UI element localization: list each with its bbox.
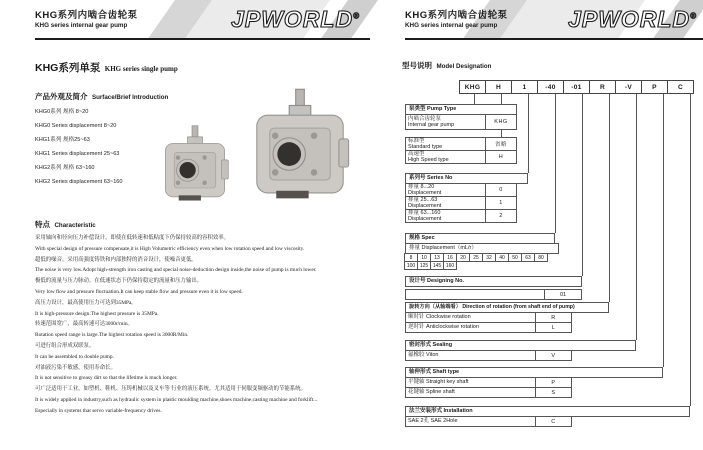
right-page xyxy=(390,0,703,450)
code-box-designing-no: -01 xyxy=(563,80,590,94)
feature-line: Rotation speed range is large.The highest rotation speed is 3000R/Min. xyxy=(35,332,189,339)
row-label-en: Displacement xyxy=(408,216,442,222)
row-label-en: Standard type xyxy=(408,144,443,150)
displacement-cell: 100 xyxy=(404,261,418,270)
displacement-cell: 63 xyxy=(521,253,535,262)
row-code: 2 xyxy=(499,213,503,219)
displacement-cell: 8 xyxy=(404,253,418,262)
model-designation-heading xyxy=(402,55,491,73)
pump-type-header: 泵类型 Pump Type xyxy=(405,104,517,115)
row-label-text: 顺时针 Clockwise rotation xyxy=(408,314,471,321)
displacement-label: 排量 Displacement（mL/r） xyxy=(405,243,559,254)
row-label xyxy=(406,351,536,360)
row-label xyxy=(406,184,486,196)
row-label xyxy=(406,388,536,397)
displacement-cell: 20 xyxy=(456,253,470,262)
table-row xyxy=(405,387,572,398)
row-label-text: 花键轴 Spline shaft xyxy=(408,389,455,396)
displacement-row-2 xyxy=(405,262,559,270)
series-list-item: KHG1 Series displacement 25~63 xyxy=(35,151,120,157)
designing-no-header: 设计号 Designing No. xyxy=(405,276,582,287)
code-box-shaft: P xyxy=(641,80,668,94)
intro-heading-en: Surface/Brief Introduction xyxy=(91,94,169,101)
row-label-en: Internal gear pump xyxy=(408,122,455,128)
feature-line: 对油液污染不敏感，使用寿命长。 xyxy=(35,364,116,371)
feature-line: 高压力设计，最高使用压力可达到35MPa。 xyxy=(35,299,137,306)
intro-heading-cn: 产品外观及简介 xyxy=(35,92,88,101)
model-designation-diagram xyxy=(405,80,703,440)
row-label-cn: 排量 25...63 xyxy=(408,196,438,203)
connector-line xyxy=(663,94,664,367)
feature-list xyxy=(35,233,317,417)
row-label xyxy=(406,210,486,222)
row-label xyxy=(406,378,536,387)
installation-header: 法兰安装形式 Installation xyxy=(405,406,690,417)
feature-line: 超低的噪音。采用高强度铸铁和内部独特的消音设计，使噪音更低。 xyxy=(35,256,197,263)
rotation-block xyxy=(405,302,609,333)
row-label-text: SAE 2孔 SAE 2Hole xyxy=(408,418,458,425)
connector-line xyxy=(690,94,691,406)
spec-block xyxy=(405,233,559,270)
header-rule xyxy=(35,38,370,40)
feature-line: 可进行组合形成双联泵。 xyxy=(35,342,95,349)
displacement-cell: 13 xyxy=(430,253,444,262)
row-label-text: 平键轴 Straight key shaft xyxy=(408,379,469,386)
row-label-cn: 高速型 xyxy=(408,150,425,157)
sealing-header: 密封形式 Sealing xyxy=(405,340,636,351)
brand-logo: JPWORLD® xyxy=(568,6,697,32)
code-box-series-no: 1 xyxy=(511,80,538,94)
feature-line: Especially in systems that servo variable-frequency drives. xyxy=(35,407,162,414)
series-list-item: KHG0系列 规格 8~20 xyxy=(35,109,89,115)
model-designation-heading-cn: 型号说明 xyxy=(402,61,432,70)
table-row xyxy=(405,416,572,427)
row-label xyxy=(406,417,536,426)
series-no-block xyxy=(405,173,528,223)
row-label-cn: 内啮合齿轮泵 xyxy=(408,115,442,122)
code-box-speed-type: H xyxy=(485,80,512,94)
pump-image-small xyxy=(158,124,232,206)
code-box-sealing: -V xyxy=(615,80,642,94)
row-label-en: High Speed type xyxy=(408,157,449,163)
row-code: 1 xyxy=(499,200,503,206)
table-row xyxy=(405,137,517,151)
designing-no-row xyxy=(405,289,582,300)
table-row xyxy=(405,183,517,197)
feature-line: 采用轴向和径向压力补偿设计，即使在低转速和低粘度下仍保持较高的容积效率。 xyxy=(35,235,230,241)
row-code: 0 xyxy=(499,187,503,193)
row-label-cn: 排量 63...160 xyxy=(408,209,441,216)
page-title xyxy=(405,11,508,29)
code-box-rotation: R xyxy=(589,80,616,94)
series-list-item: KHG2系列 规格 63~160 xyxy=(35,165,95,171)
row-code: H xyxy=(498,154,504,160)
row-label-en: Displacement xyxy=(408,203,442,209)
table-row xyxy=(405,196,517,210)
model-designation-heading-en: Model Designation xyxy=(436,63,492,70)
page-title-en: KHG series internal gear pump xyxy=(35,21,128,29)
connector-line xyxy=(582,94,583,276)
characteristic-heading-en: Characteristic xyxy=(54,222,96,229)
model-code-row xyxy=(460,80,694,94)
feature-line: It is high-pressure design.The highest pressure is 35MPa. xyxy=(35,310,159,317)
code-box-spec: -40 xyxy=(537,80,564,94)
installation-block xyxy=(405,406,690,427)
feature-line: The noise is very low.Adopt high-strength iron casting and special noise-deduction design inside,the noise of pump is much lower. xyxy=(35,267,317,274)
code-box-installation: C xyxy=(667,80,694,94)
table-row xyxy=(405,150,517,164)
row-label xyxy=(406,138,486,150)
row-label-en: Displacement xyxy=(408,190,442,196)
spec-header: 规格 Spec xyxy=(405,233,555,244)
pump-photos xyxy=(148,92,363,214)
connector-line xyxy=(474,94,475,104)
row-label xyxy=(406,313,536,322)
displacement-cell: 80 xyxy=(534,253,548,262)
row-code: KHG xyxy=(494,119,508,125)
feature-line: It can be assembled to double pump. xyxy=(35,353,114,360)
shaft-type-block xyxy=(405,367,663,398)
connector-line xyxy=(609,94,610,302)
table-row xyxy=(405,209,517,223)
registered-mark: ® xyxy=(353,11,360,21)
page-title-en: KHG series internal gear pump xyxy=(405,21,498,29)
code-box-pump-type: KHG xyxy=(459,80,486,94)
series-list xyxy=(35,105,123,189)
rotation-header: 旋转方向（从轴端看） Direction of rotation (from shaft end of pump) xyxy=(405,302,609,313)
row-code: P xyxy=(551,379,556,386)
series-no-header: 系列号 Series No xyxy=(405,173,528,184)
sealing-block xyxy=(405,340,636,361)
displacement-cell: 50 xyxy=(508,253,522,262)
displacement-cell: 40 xyxy=(495,253,509,262)
feature-line: It is widely applied in industry,such as hydraulic system in plastic moulding machine,shoes machine,casting machine and forklift... xyxy=(35,396,318,403)
page-title-cn: KHG系列内啮合齿轮泵 xyxy=(405,10,508,21)
characteristic-heading-cn: 特点 xyxy=(35,220,50,229)
table-row xyxy=(405,312,572,323)
displacement-cell: 145 xyxy=(430,261,444,270)
section-title xyxy=(35,58,178,76)
displacement-cell: 125 xyxy=(417,261,431,270)
feature-line: 可广泛适用于工业，如塑机、鞋机、压铸机械以及叉车等 行业的液压系统。尤其适用于伺服变频驱动的节能系统。 xyxy=(35,386,306,393)
header-rule xyxy=(405,38,703,40)
section-title-en: KHG series single pump xyxy=(104,65,178,73)
page-title-cn: KHG系列内啮合齿轮泵 xyxy=(35,10,138,21)
page-title xyxy=(35,11,138,29)
designing-no-code: 01 xyxy=(544,290,581,299)
series-list-item: KHG2 Series displacement 63~160 xyxy=(35,179,123,185)
row-label-text: 氟橡胶 Viton xyxy=(408,352,439,359)
displacement-cell: 32 xyxy=(482,253,496,262)
feature-line: With special design of pressure compensate,it is High Volumetric efficiency even when low rotation speed and low viscosity. xyxy=(35,245,305,252)
displacement-cell: 16 xyxy=(443,253,457,262)
row-label xyxy=(406,151,486,163)
row-label-cn: 标准型 xyxy=(408,137,425,144)
row-label xyxy=(406,323,536,332)
displacement-cell: 25 xyxy=(469,253,483,262)
section-title-cn: KHG系列单泵 xyxy=(35,62,101,74)
table-row xyxy=(405,114,517,130)
series-list-item: KHG1系列 规格25~63 xyxy=(35,137,90,143)
connector-line xyxy=(636,94,637,340)
table-row xyxy=(405,322,572,333)
feature-line: It is not sensitive to greasy dirt so that the lifetime is much longer. xyxy=(35,375,178,382)
row-code: 省略 xyxy=(494,142,507,148)
left-header xyxy=(0,0,370,40)
row-label xyxy=(406,197,486,209)
displacement-cell: 10 xyxy=(417,253,431,262)
feature-line: Very low flow and pressure fluctuation.It can keep stable flow and pressure even it is low speed. xyxy=(35,288,243,295)
table-row xyxy=(405,377,572,388)
row-code: V xyxy=(551,352,556,359)
pump-image-large xyxy=(246,87,354,206)
row-code: L xyxy=(551,324,556,331)
table-row xyxy=(405,350,572,361)
speed-type-block xyxy=(405,138,517,164)
pump-type-block xyxy=(405,104,517,130)
registered-mark: ® xyxy=(690,11,697,21)
brand-logo: JPWORLD® xyxy=(231,6,360,32)
characteristic-heading xyxy=(35,214,96,232)
feature-line: 极低的流量与压力脉动。在低速状态下仍保持稳定的流量和压力输出。 xyxy=(35,278,203,285)
feature-line: 转速范围宽广，最高转速可达3000r/min。 xyxy=(35,321,133,328)
connector-line xyxy=(528,94,529,173)
row-label-cn: 排量 8...20 xyxy=(408,183,435,190)
row-label xyxy=(406,115,486,129)
row-label-text: 逆时针 Anticlockwise rotation xyxy=(408,324,479,331)
displacement-cell: 160 xyxy=(443,261,457,270)
designing-no-block xyxy=(405,276,582,300)
row-code: C xyxy=(551,418,556,425)
series-list-item: KHG0 Series displacement 8~20 xyxy=(35,123,117,129)
row-code: S xyxy=(551,389,556,396)
right-header xyxy=(390,0,703,40)
row-code: R xyxy=(551,314,556,321)
connector-line xyxy=(555,94,556,233)
shaft-type-header: 轴伸形式 Shaft type xyxy=(405,367,663,378)
